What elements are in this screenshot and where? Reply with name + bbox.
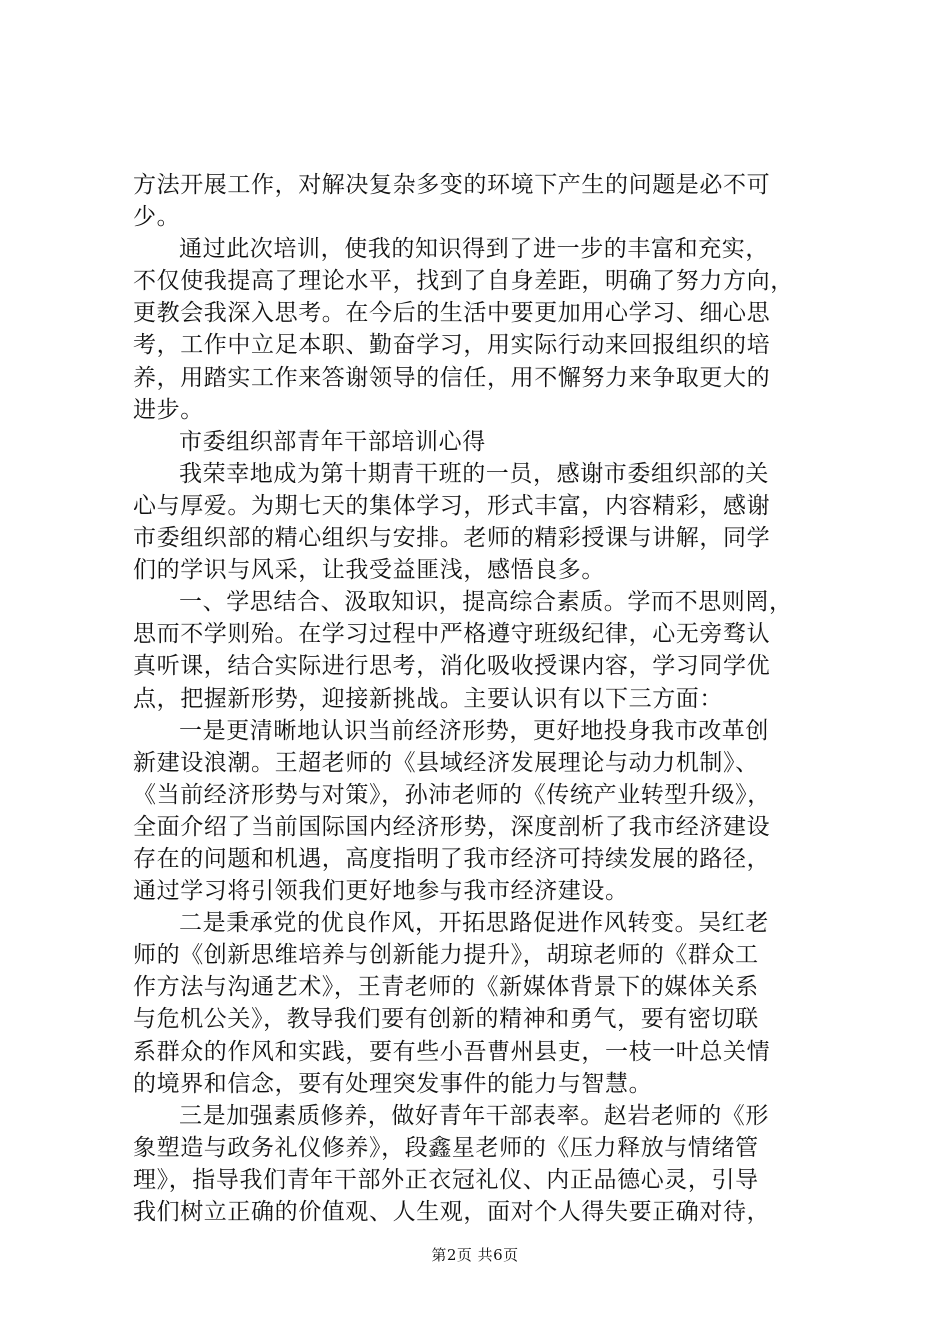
text-line: 作方法与沟通艺术》，王青老师的《新媒体背景下的媒体关系: [133, 974, 759, 1001]
text-line: 与危机公关》，教导我们要有创新的精神和勇气，要有密切联: [133, 1006, 759, 1033]
text-line: 系群众的作风和实践，要有些小吾曹州县吏，一枝一叶总关情: [133, 1038, 771, 1065]
text-line: 象塑造与政务礼仪修养》，段鑫星老师的《压力释放与情绪管: [133, 1134, 759, 1161]
text-line: 心与厚爱。为期七天的集体学习，形式丰富，内容精彩，感谢: [133, 492, 771, 519]
text-line: 不仅使我提高了理论水平，找到了自身差距，明确了努力方向，: [133, 268, 794, 295]
text-line: 一是更清晰地认识当前经济形势，更好地投身我市改革创: [179, 717, 769, 744]
text-line: 考，工作中立足本职、勤奋学习，用实际行动来回报组织的培: [133, 332, 771, 359]
text-line: 方法开展工作，对解决复杂多变的环境下产生的问题是必不可: [133, 172, 771, 198]
text-line: 市委组织部的精心组织与安排。老师的精彩授课与讲解，同学: [133, 525, 771, 552]
document-body: [133, 169, 833, 1228]
text-line: 一、学思结合、汲取知识，提高综合素质。学而不思则罔，: [179, 589, 793, 616]
page-footer: 第2页 共6页: [431, 1246, 519, 1264]
text-line: 通过学习将引领我们更好地参与我市经济建设。: [133, 878, 629, 905]
text-line: 养，用踏实工作来答谢领导的信任，用不懈努力来争取更大的: [133, 364, 771, 391]
text-line: 们的学识与风采，让我受益匪浅，感悟良多。: [133, 557, 605, 584]
text-line: 三是加强素质修养，做好青年干部表率。赵岩老师的《形: [179, 1102, 769, 1129]
text-line: 真听课，结合实际进行思考，消化吸收授课内容，学习同学优: [133, 653, 771, 680]
text-line: 少。: [133, 204, 181, 231]
text-line: 思而不学则殆。在学习过程中严格遵守班级纪律，心无旁骛认: [133, 621, 771, 648]
text-line: 市委组织部青年干部培训心得: [179, 428, 486, 455]
text-line: 点，把握新形势，迎接新挑战。主要认识有以下三方面：: [133, 685, 723, 712]
text-line: 进步。: [133, 396, 204, 423]
text-line: 《当前经济形势与对策》，孙沛老师的《传统产业转型升级》，: [133, 781, 771, 808]
text-line: 理》，指导我们青年干部外正衣冠礼仪、内正品德心灵，引导: [133, 1166, 759, 1193]
text-line: 我荣幸地成为第十期青干班的一员，感谢市委组织部的关: [179, 460, 769, 487]
text-line: 新建设浪潮。王超老师的《县域经济发展理论与动力机制》、: [133, 749, 759, 776]
text-line: 二是秉承党的优良作风，开拓思路促进作风转变。吴红老: [179, 910, 769, 937]
text-line: 我们树立正确的价值观、人生观，面对个人得失要正确对待，: [133, 1199, 771, 1225]
text-line: 更教会我深入思考。在今后的生活中要更加用心学习、细心思: [133, 300, 771, 327]
text-line: 存在的问题和机遇，高度指明了我市经济可持续发展的路径，: [133, 845, 771, 872]
text-line: 的境界和信念，要有处理突发事件的能力与智慧。: [133, 1070, 653, 1097]
text-line: 全面介绍了当前国际国内经济形势，深度剖析了我市经济建设: [133, 813, 771, 840]
text-line: 通过此次培训，使我的知识得到了进一步的丰富和充实，: [179, 236, 769, 263]
text-line: 师的《创新思维培养与创新能力提升》，胡琼老师的《群众工: [133, 942, 759, 969]
